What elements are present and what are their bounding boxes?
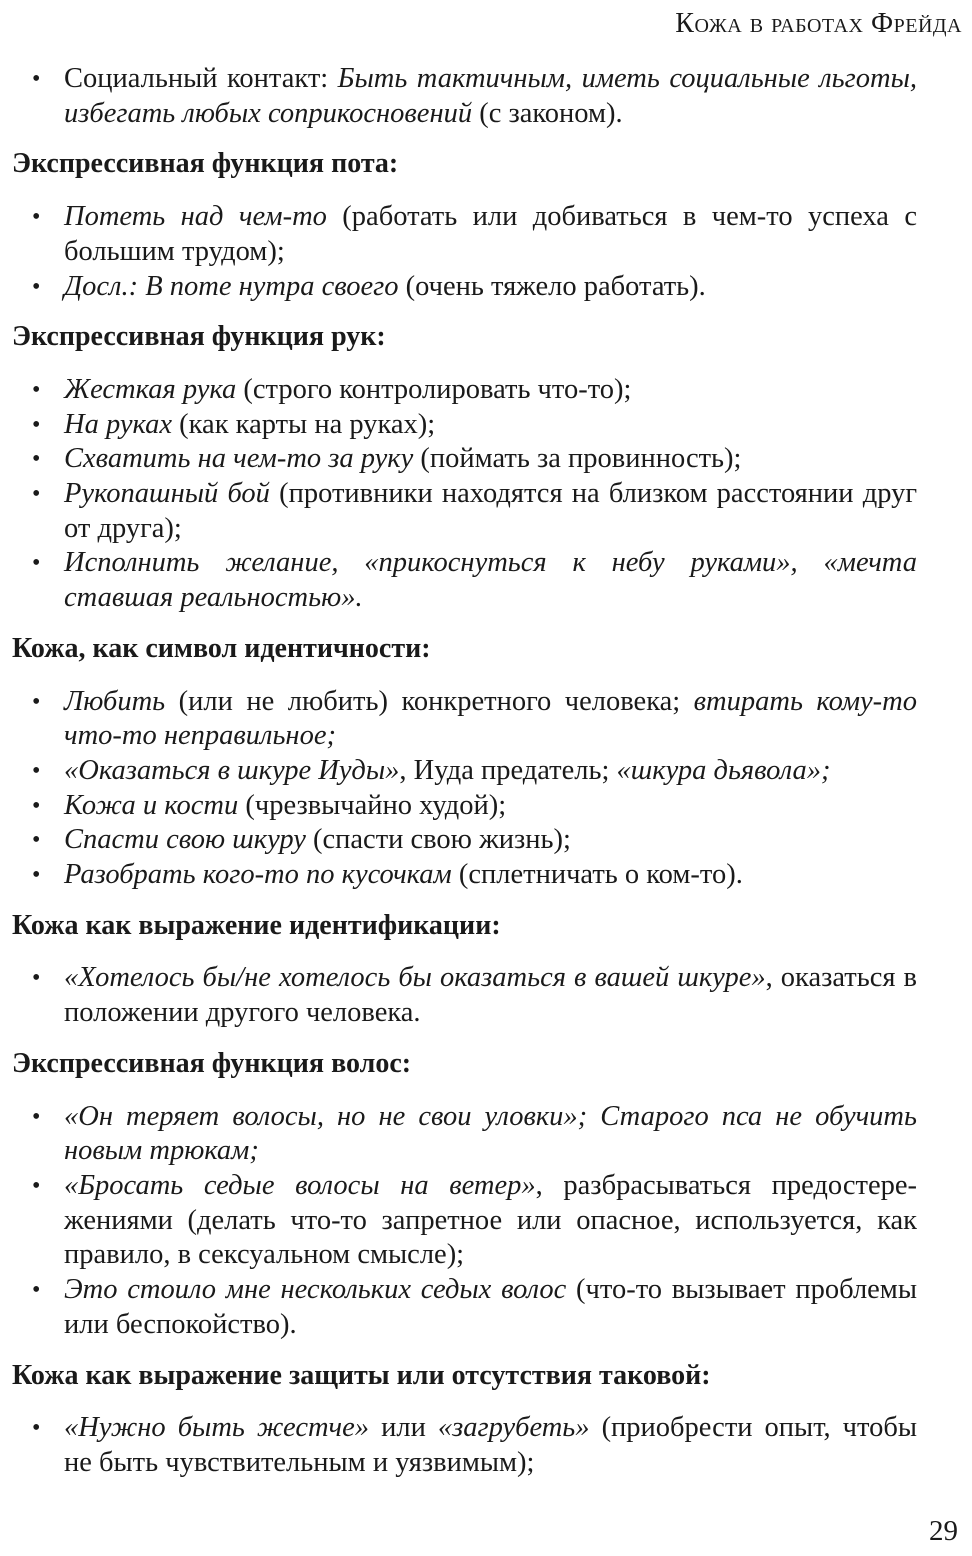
plain-text: (спасти свою жизнь);	[305, 824, 571, 856]
italic-phrase: Схватить на чем-то за руку	[64, 443, 414, 475]
plain-text: (очень тяжело работать).	[398, 270, 706, 302]
italic-phrase: Это стоило мне нескольких седых волос	[64, 1274, 567, 1306]
plain-text: (приобрести опыт, чтобы не быть чувствительным и уязвимым);	[64, 1412, 917, 1478]
bullet-icon: •	[32, 862, 41, 889]
list-item-text	[64, 443, 741, 474]
list-item	[12, 546, 917, 615]
plain-text: (противники находятся на близком расстоянии друг от друга);	[64, 478, 918, 544]
list-item	[12, 477, 917, 546]
bullet-icon: •	[32, 481, 41, 508]
plain-text: , разбрасываться предостережениями (делать что-то запретное или опасное, используется, как правило, в сексуальном смысле);	[64, 1169, 917, 1271]
list-item	[12, 789, 917, 824]
bullet-icon: •	[32, 1103, 41, 1130]
list-item-text	[64, 409, 435, 440]
list-item-text	[64, 374, 631, 405]
section-heading: Экспрессивная функция пота:	[12, 148, 399, 180]
plain-text: или	[369, 1412, 438, 1444]
italic-phrase: Жесткая рука	[64, 373, 237, 405]
italic-phrase: «шкура дьявола»;	[616, 754, 831, 786]
plain-text: (работать или добиваться в чем-то успеха с большим трудом);	[64, 201, 917, 267]
list-item	[12, 62, 917, 131]
list-item-text	[64, 686, 917, 752]
italic-phrase: «Нужно быть жестче»	[64, 1412, 370, 1444]
bullet-icon: •	[32, 1277, 41, 1304]
italic-phrase: «Оказаться в шкуре Иуды»	[64, 754, 400, 786]
bullet-icon: •	[32, 1415, 41, 1442]
bullet-icon: •	[32, 757, 41, 784]
list-item-text	[64, 790, 506, 821]
intro-item-text	[64, 63, 917, 129]
list-item-text	[64, 1170, 917, 1270]
list-item-text	[64, 478, 917, 544]
list-item-text	[64, 859, 743, 890]
italic-phrase: Кожа и кости	[64, 789, 239, 821]
plain-text: (как карты на руках);	[172, 408, 436, 440]
running-head: Кожа в работах Фрейда	[675, 8, 962, 39]
bullet-icon: •	[32, 273, 41, 300]
bullet-icon: •	[32, 792, 41, 819]
italic-phrase: Досл.: В поте нутра своего	[64, 270, 399, 302]
bullet-icon: •	[32, 204, 41, 231]
bullet-list	[12, 1100, 917, 1343]
plain-text: (сплетничать о ком-то).	[451, 859, 743, 891]
list-item	[12, 754, 917, 789]
page-number: 29	[929, 1515, 958, 1547]
bullet-icon: •	[32, 411, 41, 438]
italic-phrase: Рукопашный бой	[64, 478, 270, 510]
list-item	[12, 442, 917, 477]
intro-list	[12, 62, 917, 131]
plain-text: (или не любить) конкретного человека;	[165, 685, 694, 717]
bullet-icon: •	[32, 965, 41, 992]
section-heading: Кожа как выражение защиты или отсутствия таковой:	[12, 1359, 711, 1391]
list-item	[12, 373, 917, 408]
plain-text: , Иуда предатель;	[399, 754, 617, 786]
section-heading: Экспрессивная функция рук:	[12, 321, 386, 353]
list-item-text	[64, 547, 917, 613]
bullet-list	[12, 685, 917, 893]
plain-text: , оказаться в положении другого человека.	[64, 962, 918, 1029]
italic-phrase: «Хотелось бы/не хотелось бы оказаться в вашей шкуре»	[64, 962, 766, 994]
list-item-text	[64, 755, 830, 786]
list-item	[12, 1273, 917, 1342]
list-item	[12, 200, 917, 269]
list-item	[12, 823, 917, 858]
bullet-list	[12, 373, 917, 616]
italic-phrase: Спасти свою шкуру	[64, 824, 306, 856]
list-item	[12, 961, 917, 1030]
list-item	[12, 1100, 917, 1169]
italic-phrase: Исполнить желание, «прикоснуться к небу руками», «мечта ставшая реальностью».	[64, 547, 917, 614]
italic-phrase: Потеть над чем-то	[64, 201, 327, 233]
plain-text: (чрезвычайно худой);	[238, 789, 507, 821]
list-item-text	[64, 824, 571, 855]
list-item	[12, 408, 917, 443]
bullet-list	[12, 961, 917, 1030]
plain-text: (поймать за провинность);	[413, 443, 742, 475]
list-item	[12, 1169, 917, 1273]
list-item	[12, 685, 917, 754]
section-heading: Кожа как выражение идентификации:	[12, 909, 501, 941]
list-item-text	[64, 271, 706, 302]
italic-phrase: «Он теряет волосы, но не свои уловки»; Старого пса не обучить новым трюкам;	[64, 1100, 917, 1167]
bullet-icon: •	[32, 688, 41, 715]
list-item-text	[64, 1412, 917, 1478]
italic-phrase: «загрубеть»	[437, 1412, 590, 1444]
italic-phrase: втирать кому-то что-то неправильное;	[64, 685, 917, 752]
bullet-icon: •	[32, 550, 41, 577]
plain-text: Социальный контакт:	[64, 63, 338, 94]
plain-text: (с законом).	[472, 97, 623, 129]
bullet-icon: •	[32, 1172, 41, 1199]
section-heading: Экспрессивная функция волос:	[12, 1047, 412, 1079]
bullet-icon: •	[32, 446, 41, 473]
section-heading: Кожа, как символ идентичности:	[12, 632, 431, 664]
italic-phrase: Разобрать кого-то по кусочкам	[64, 859, 452, 891]
page-body	[12, 62, 917, 1481]
sections-container	[12, 147, 917, 1480]
italic-phrase: Быть тактичным, иметь социальные льготы, избегать любых соприкосновений	[64, 63, 917, 129]
list-item-text	[64, 1101, 917, 1167]
bullet-icon: •	[32, 376, 41, 403]
list-item-text	[64, 1274, 917, 1340]
italic-phrase: На руках	[64, 408, 173, 440]
list-item-text	[64, 962, 917, 1028]
bullet-icon: •	[32, 66, 41, 92]
italic-phrase: Любить	[64, 685, 166, 717]
plain-text: (строго контролировать что-то);	[236, 373, 632, 405]
list-item	[12, 270, 917, 305]
bullet-list	[12, 1411, 917, 1480]
list-item	[12, 858, 917, 893]
list-item	[12, 1411, 917, 1480]
bullet-list	[12, 200, 917, 304]
plain-text: (что-то вызывает проблемы или беспокойство).	[64, 1274, 917, 1340]
list-item-text	[64, 201, 917, 267]
italic-phrase: «Бросать седые волосы на ветер»	[64, 1169, 536, 1201]
bullet-icon: •	[32, 827, 41, 854]
